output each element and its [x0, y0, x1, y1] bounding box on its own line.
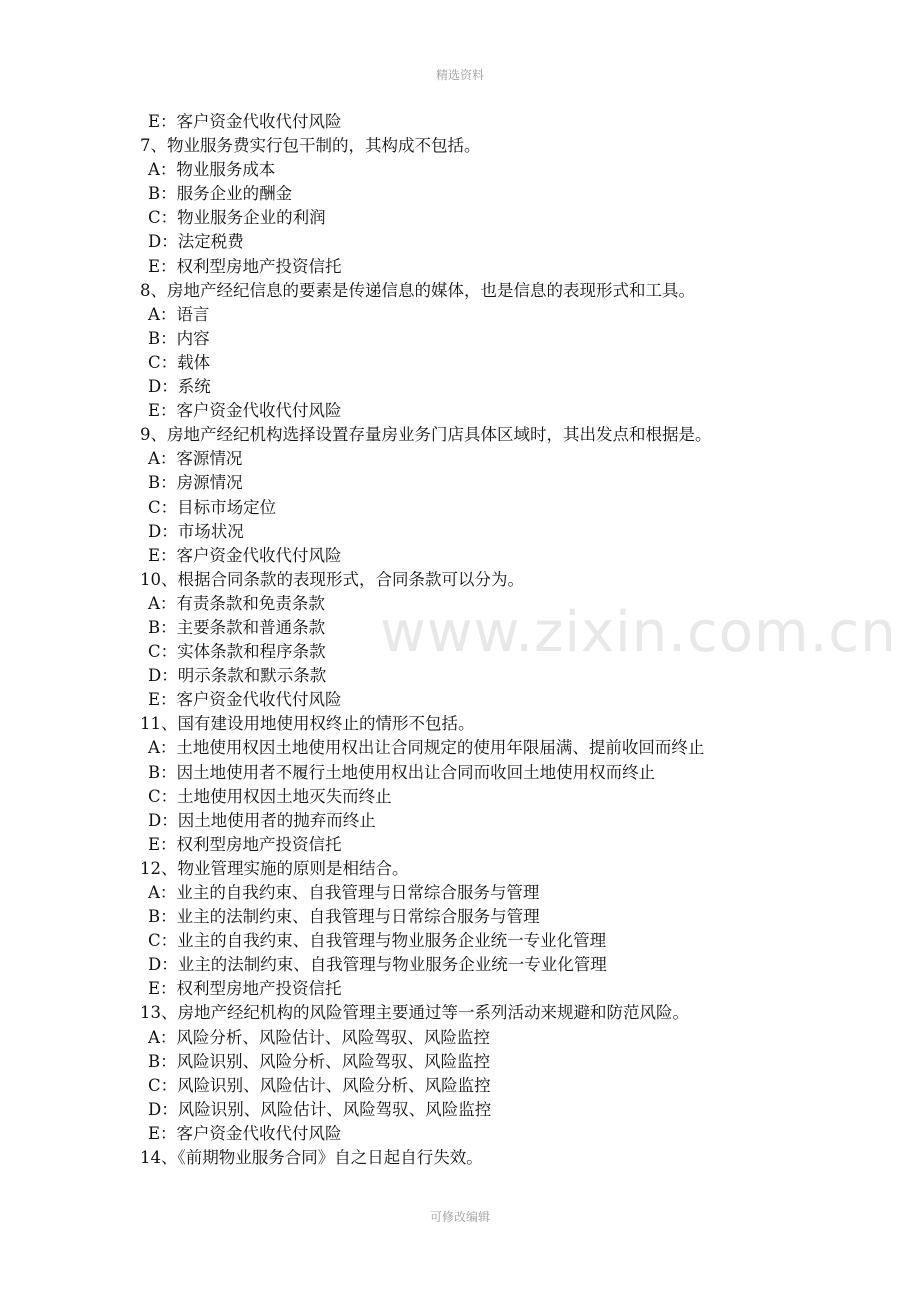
- answer-option: B：房源情况: [148, 473, 243, 493]
- answer-option: B：主要条款和普通条款: [148, 617, 326, 637]
- answer-option: D：业主的法制约束、自我管理与物业服务企业统一专业化管理: [148, 955, 607, 975]
- answer-option: D：市场状况: [148, 521, 244, 541]
- question-text: 10、根据合同条款的表现形式，合同条款可以分为。: [140, 569, 524, 589]
- answer-option: D：明示条款和默示条款: [148, 666, 327, 686]
- question-text: 11、国有建设用地使用权终止的情形不包括。: [140, 714, 475, 734]
- answer-option: C：业主的自我约束、自我管理与物业服务企业统一专业化管理: [148, 931, 607, 951]
- answer-option: C：实体条款和程序条款: [148, 642, 326, 662]
- answer-option: C：目标市场定位: [148, 497, 277, 517]
- answer-option: E：权利型房地产投资信托: [148, 979, 342, 999]
- answer-option: C：物业服务企业的利润: [148, 208, 326, 228]
- answer-option: B：内容: [148, 328, 210, 348]
- question-text: 9、房地产经纪机构选择设置存量房业务门店具体区域时，其出发点和根据是。: [140, 425, 712, 445]
- answer-option: E：权利型房地产投资信托: [148, 256, 342, 276]
- question-text: 8、房地产经纪信息的要素是传递信息的媒体，也是信息的表现形式和工具。: [140, 280, 695, 300]
- answer-option: C：载体: [148, 352, 211, 372]
- answer-option: E：客户资金代收代付风险: [148, 401, 342, 421]
- answer-option: E：客户资金代收代付风险: [148, 545, 342, 565]
- page-footer: 可修改编辑: [429, 1210, 490, 1224]
- question-text: 13、房地产经纪机构的风险管理主要通过等一系列活动来规避和防范风险。: [140, 1003, 689, 1023]
- answer-option: B：服务企业的酬金: [148, 184, 293, 204]
- answer-option: E：客户资金代收代付风险: [148, 112, 342, 131]
- document-body: [140, 110, 820, 1170]
- answer-option: B：业主的法制约束、自我管理与日常综合服务与管理: [148, 907, 540, 927]
- answer-option: D：因土地使用者的抛弃而终止: [148, 810, 376, 830]
- answer-option: E：客户资金代收代付风险: [148, 690, 342, 710]
- answer-option: D：风险识别、风险估计、风险驾驭、风险监控: [148, 1099, 492, 1119]
- answer-option: B：因土地使用者不履行土地使用权出让合同而收回土地使用权而终止: [148, 762, 656, 782]
- answer-option: A：风险分析、风险估计、风险驾驭、风险监控: [148, 1027, 490, 1047]
- answer-option: A：客源情况: [148, 449, 243, 469]
- answer-option: E：客户资金代收代付风险: [148, 1123, 342, 1143]
- answer-option: B：风险识别、风险分析、风险驾驭、风险监控: [148, 1051, 491, 1071]
- answer-option: E：权利型房地产投资信托: [148, 834, 342, 854]
- answer-option: C：土地使用权因土地灭失而终止: [148, 786, 392, 806]
- question-text: 12、物业管理实施的原则是相结合。: [140, 858, 409, 878]
- answer-option: A：物业服务成本: [148, 160, 276, 180]
- answer-option: D：法定税费: [148, 232, 244, 252]
- question-text: 7、物业服务费实行包干制的，其构成不包括。: [140, 136, 481, 156]
- answer-option: D：系统: [148, 377, 211, 397]
- answer-option: A：语言: [148, 304, 210, 324]
- question-text: 14、《前期物业服务合同》自之日起自行失效。: [140, 1148, 483, 1168]
- answer-option: C：风险识别、风险估计、风险分析、风险监控: [148, 1075, 491, 1095]
- watermark: www.zixin.com.cn: [380, 600, 897, 665]
- answer-option: A：有责条款和免责条款: [148, 593, 325, 613]
- answer-option: A：土地使用权因土地使用权出让合同规定的使用年限届满、提前收回而终止: [148, 738, 705, 758]
- answer-option: A：业主的自我约束、自我管理与日常综合服务与管理: [148, 883, 540, 902]
- page-header: 精选资料: [435, 68, 484, 82]
